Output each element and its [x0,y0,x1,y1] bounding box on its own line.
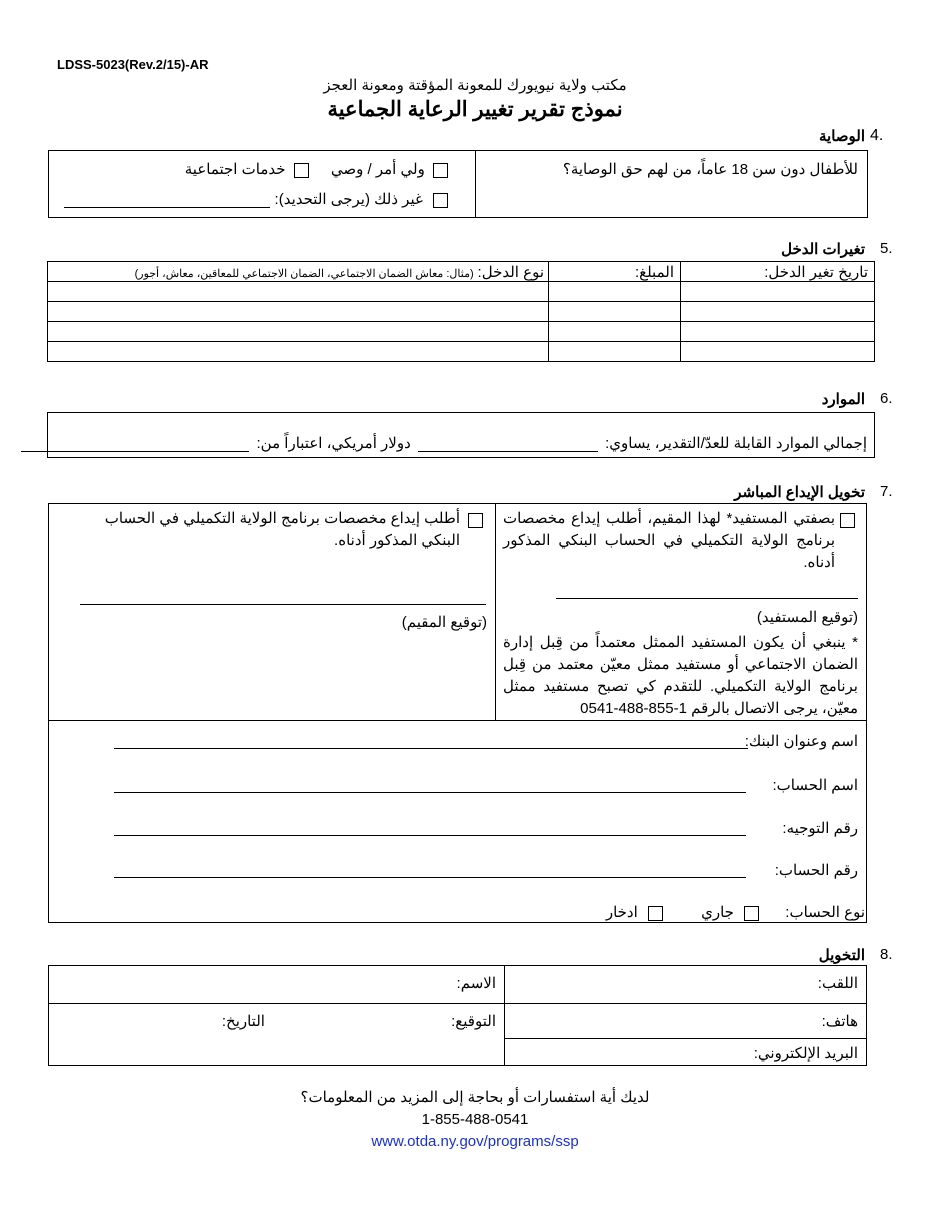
income-type-header [48,262,549,282]
date-header [681,262,875,282]
guardianship-divider [475,150,476,218]
routing-field[interactable] [114,821,746,836]
form-id: LDSS-5023(Rev.2/15)-AR [57,57,209,72]
resources-row [21,434,867,452]
other-label: غير ذلك (يرجى التحديد): [274,191,423,208]
bank-name-label: اسم وعنوان البنك: [744,733,858,750]
authorization-table [48,965,867,1066]
social-services-checkbox[interactable] [294,163,309,178]
other-checkbox[interactable] [433,193,448,208]
income-type-example: (مثال: معاش الضمان الاجتماعي، الضمان الاجتماعي للمعاقين، معاش، أجور) [134,267,474,280]
section-4-number: 4. [870,127,884,144]
income-amount-cell[interactable] [549,322,681,342]
guardian-checkbox[interactable] [433,163,448,178]
income-table [47,261,875,362]
representative-text: بصفتي المستفيد* لهذا المقيم، أطلب إيداع مخصصات برنامج الولاية التكميلي في الحساب البنكي المذكور أدناه. [503,510,835,571]
income-type-cell[interactable] [48,302,549,322]
income-date-cell[interactable] [681,342,875,362]
resident-text: أطلب إيداع مخصصات برنامج الولاية التكميلي في الحساب البنكي المذكور أدناه. [104,510,460,549]
income-amount-cell[interactable] [549,302,681,322]
resident-signature-line[interactable] [80,590,486,605]
section-7-number: 7. [880,483,893,500]
title-label: اللقب: [817,975,858,992]
date-label: التاريخ: [221,1013,265,1030]
income-amount-cell[interactable] [549,282,681,302]
representative-signature-line[interactable] [556,584,858,599]
representative-checkbox[interactable] [840,513,855,528]
guardianship-options-row1 [185,160,448,178]
income-type-cell[interactable] [48,322,549,342]
section-5-title: تغيرات الدخل [781,241,865,258]
account-type-row [606,903,865,921]
phone-cell[interactable] [505,1004,867,1039]
direct-deposit-horizontal-divider [48,720,867,721]
account-number-label: رقم الحساب: [774,862,858,879]
resident-signature-label: (توقيع المقيم) [401,614,487,631]
section-7-title: تخويل الإيداع المباشر [734,484,865,501]
income-row [48,322,875,342]
guardianship-options-row2 [64,190,448,208]
signature-label: التوقيع: [451,1013,496,1030]
representative-checkbox-wrap [840,512,855,530]
name-cell[interactable] [49,966,505,1004]
signature-cell[interactable] [49,1004,505,1039]
section-4-title: الوصاية [818,128,865,145]
representative-signature-label: (توقيع المستفيد) [756,609,858,626]
resources-total-label: إجمالي الموارد القابلة للعدّ/التقدير، يساوي: [605,435,867,452]
bank-name-field[interactable] [114,734,748,749]
checking-label: جاري [701,904,734,921]
income-row [48,342,875,362]
guardianship-question: للأطفال دون سن 18 عاماً، من لهم حق الوصاية؟ [562,161,858,178]
account-name-field[interactable] [114,778,746,793]
resources-total-field[interactable] [418,437,598,452]
title-cell[interactable] [505,966,867,1004]
section-5-number: 5. [880,240,893,257]
footer-link-wrap [0,1133,950,1150]
resident-checkbox-wrap [468,512,483,530]
income-date-label: تاريخ تغير الدخل: [764,263,868,281]
income-type-cell[interactable] [48,282,549,302]
section-8-number: 8. [880,946,893,963]
social-services-label: خدمات اجتماعية [184,161,286,178]
guardian-label: ولي أمر / وصي [330,161,425,178]
email-label: البريد الإلكتروني: [753,1045,858,1062]
email-cell[interactable] [505,1039,867,1066]
savings-label: ادخار [605,904,638,921]
income-type-cell[interactable] [48,342,549,362]
routing-label: رقم التوجيه: [782,820,858,837]
resources-usd-label: دولار أمريكي، اعتباراً من: [256,435,411,452]
section-6-title: الموارد [821,391,865,408]
income-date-cell[interactable] [681,322,875,342]
amount-header [549,262,681,282]
income-date-cell[interactable] [681,302,875,322]
name-label: الاسم: [456,975,496,992]
income-type-label: نوع الدخل: [477,263,544,281]
resources-date-field[interactable] [21,437,249,452]
representative-note: * ينبغي أن يكون المستفيد الممثل معتمداً من قِبل إدارة الضمان الاجتماعي أو مستفيد ممثل معيّن معتمد من قِبل برنامج الولاية التكميلي. للتقدم كي تصبح مستفيد ممثل معيّن، يرجى الاتصال بالرقم 1-855-488-0541 [503,634,858,717]
income-row [48,282,875,302]
account-type-label: نوع الحساب: [785,904,865,921]
other-specify-field[interactable] [64,193,270,208]
section-8-title: التخويل [818,947,865,964]
direct-deposit-vertical-divider [495,503,496,721]
account-number-field[interactable] [114,863,746,878]
footer-link[interactable]: www.otda.ny.gov/programs/ssp [371,1133,579,1150]
income-amount-cell[interactable] [549,342,681,362]
footer-phone: 1-855-488-0541 [421,1111,529,1128]
account-name-label: اسم الحساب: [772,777,858,794]
phone-label: هاتف: [821,1013,858,1030]
footer-question: لديك أية استفسارات أو بحاجة إلى المزيد من المعلومات؟ [300,1089,650,1106]
resident-checkbox[interactable] [468,513,483,528]
office-name: مكتب ولاية نيويورك للمعونة المؤقتة ومعونة العجز [323,77,627,94]
amount-label: المبلغ: [634,263,674,281]
savings-checkbox[interactable] [648,906,663,921]
income-date-cell[interactable] [681,282,875,302]
income-row [48,302,875,322]
page-title: نموذج تقرير تغيير الرعاية الجماعية [327,98,623,121]
checking-checkbox[interactable] [744,906,759,921]
section-6-number: 6. [880,390,893,407]
signature-cell-continued [49,1039,505,1066]
